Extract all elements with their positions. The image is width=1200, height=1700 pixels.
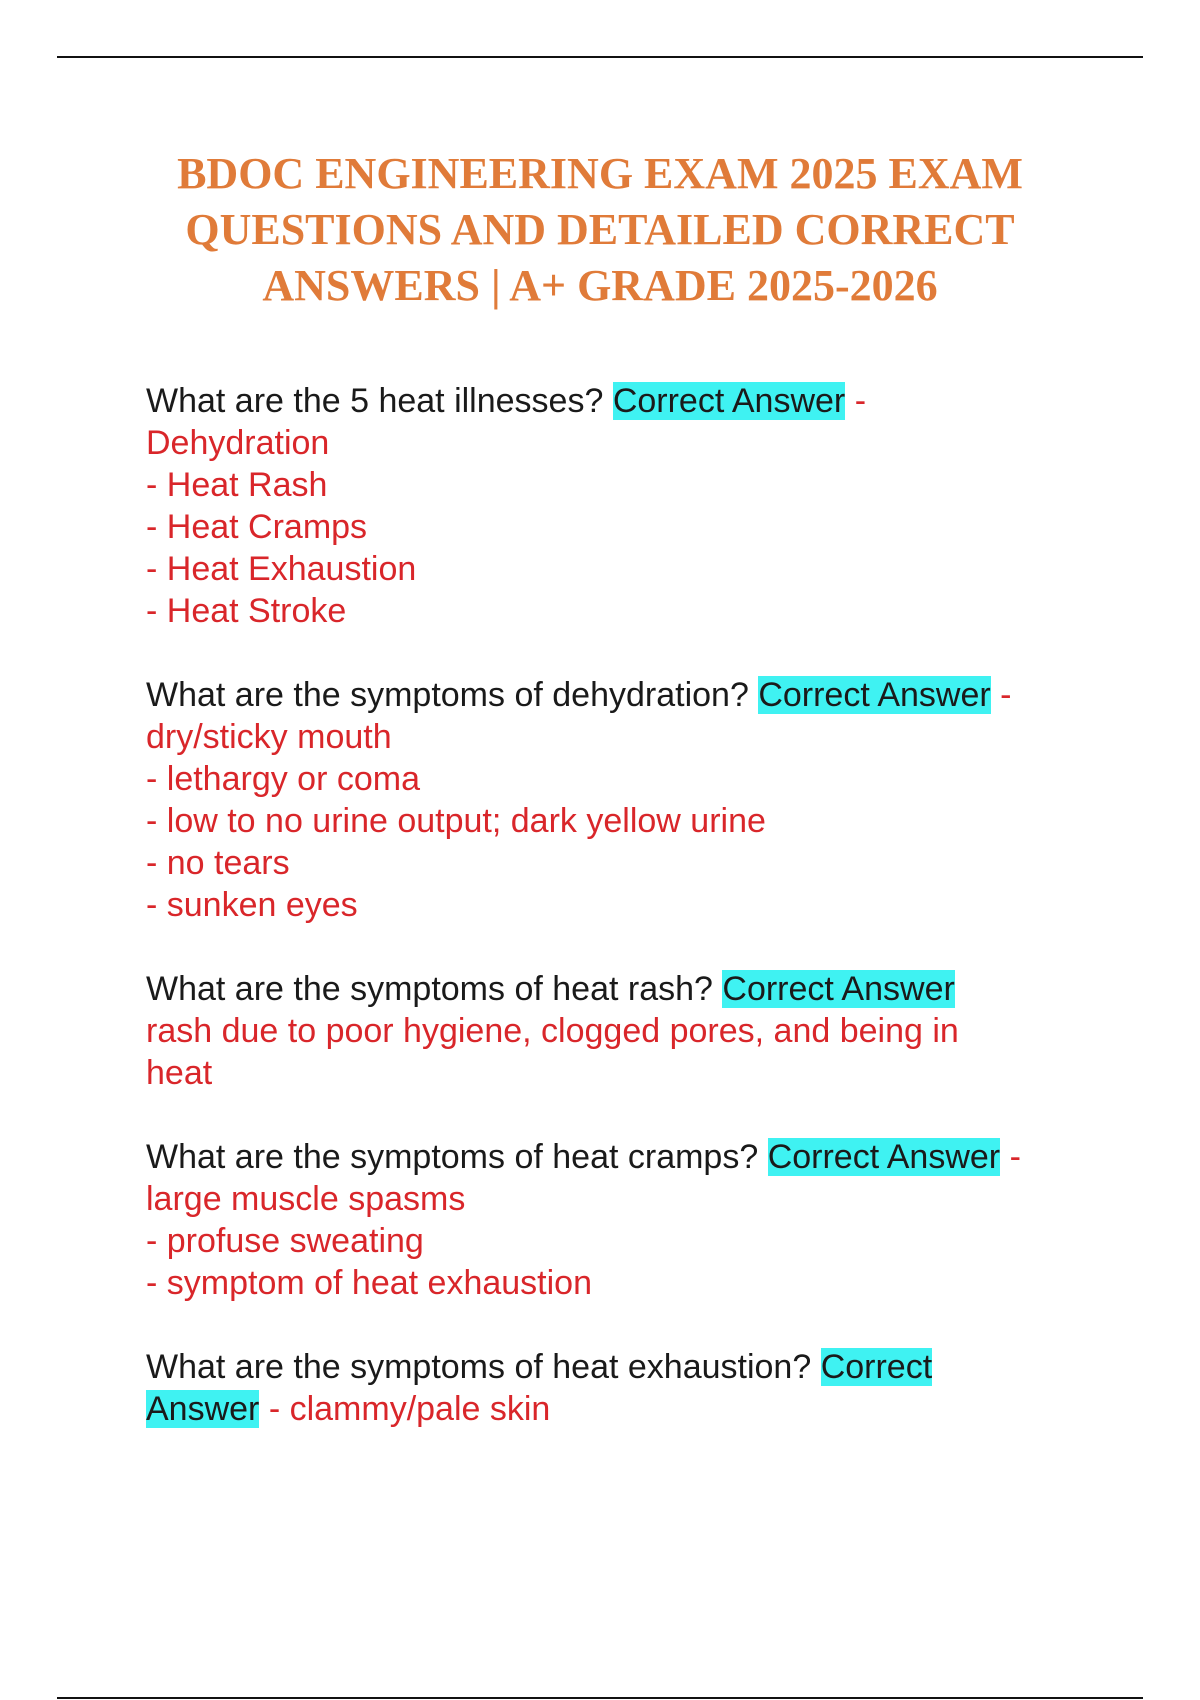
answer-line: heat — [146, 1054, 213, 1092]
answer-text: rash due to poor hygiene, clogged pores, and being in — [146, 1012, 959, 1050]
header-rule — [57, 56, 1143, 58]
document-title: BDOC ENGINEERING EXAM 2025 EXAM QUESTIONS AND DETAILED CORRECT ANSWERS | A+ GRADE 2025-2026 — [177, 149, 1023, 310]
qa-item — [146, 968, 1106, 1094]
question-text: What are the symptoms of dehydration? — [146, 676, 749, 714]
answer-line: - Heat Rash — [146, 466, 328, 504]
answer-line: - profuse sweating — [146, 1222, 424, 1260]
question-text: What are the 5 heat illnesses? — [146, 382, 604, 420]
answer-line: - sunken eyes — [146, 886, 358, 924]
qa-item: What are the symptoms of dehydration? Correct Answer - dry/sticky mouth - lethargy or coma - low to no urine output; dark yellow urine - no tears - sunken eyes — [146, 674, 1106, 926]
qa-list — [146, 380, 1106, 1472]
answer-line: - low to no urine output; dark yellow urine — [146, 802, 766, 840]
correct-answer-label-part1: Correct — [820, 1348, 933, 1386]
footer-rule — [57, 1697, 1143, 1699]
correct-answer-label: Correct Answer — [722, 970, 955, 1008]
correct-answer-label: Correct Answer — [767, 1138, 1001, 1176]
answer-line: - Heat Exhaustion — [146, 550, 417, 588]
correct-answer-label: Correct Answer — [758, 676, 991, 714]
question-text: What are the symptoms of heat exhaustion? — [146, 1348, 812, 1386]
qa-item: What are the symptoms of heat cramps? Correct Answer - large muscle spasms - profuse sweating - symptom of heat exhaustion — [146, 1136, 1106, 1304]
answer-line: - Heat Cramps — [146, 508, 368, 546]
correct-answer-label: Correct Answer — [612, 382, 846, 420]
question-text: What are the symptoms of heat rash? — [146, 970, 713, 1008]
question-text: What are the symptoms of heat cramps? — [146, 1138, 759, 1176]
qa-item — [146, 1346, 1106, 1430]
answer-text: - clammy/pale skin — [268, 1390, 551, 1428]
answer-line: - symptom of heat exhaustion — [146, 1264, 593, 1302]
qa-item: What are the 5 heat illnesses? Correct Answer - Dehydration - Heat Rash - Heat Cramps - Heat Exhaustion - Heat Stroke — [146, 380, 1106, 632]
answer-text: large muscle spasms — [146, 1180, 466, 1218]
answer-line: - no tears — [146, 844, 290, 882]
answer-line: - Heat Stroke — [146, 592, 347, 630]
answer-line: - lethargy or coma — [146, 760, 420, 798]
correct-answer-label-part2: Answer — [146, 1390, 260, 1428]
answer-text: Dehydration — [146, 424, 330, 462]
answer-text: dry/sticky mouth — [146, 718, 392, 756]
